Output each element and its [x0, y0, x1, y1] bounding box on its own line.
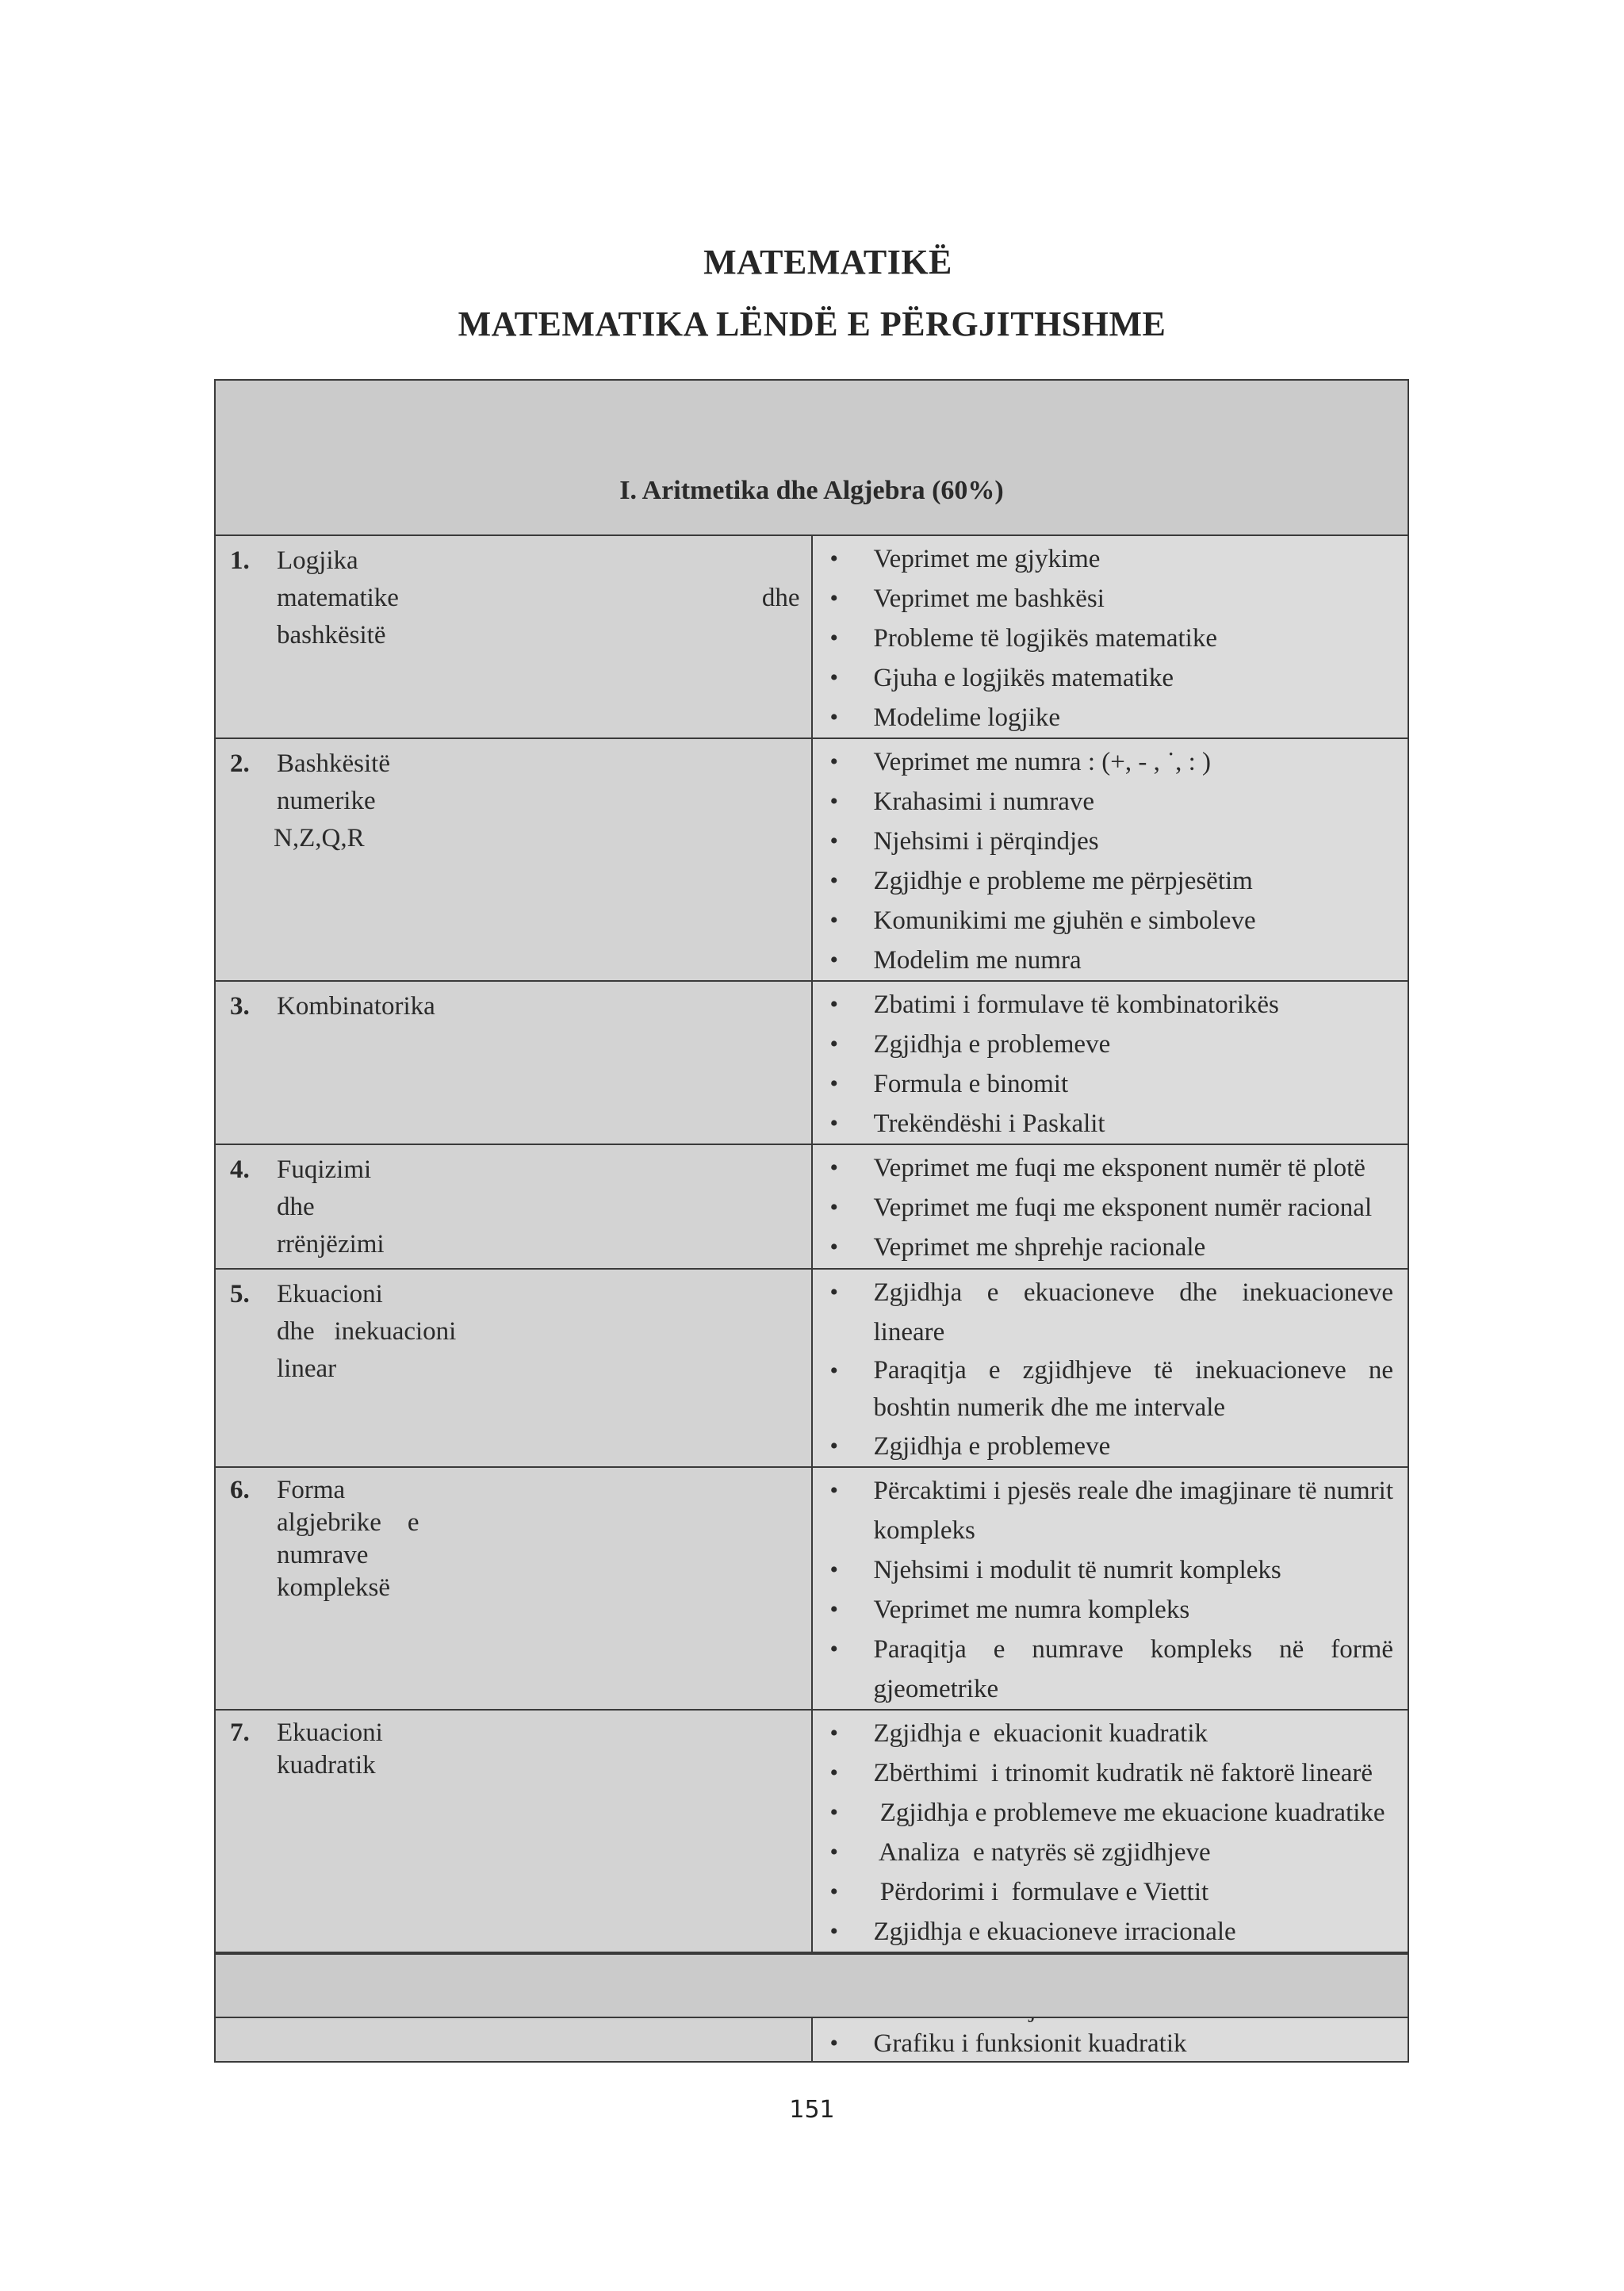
topic-number: 1.	[230, 546, 250, 575]
table-row	[215, 1710, 1408, 1952]
topic-label: N,Z,Q,R	[274, 824, 365, 852]
list-item: • Veprimet me numra : (+, - , ˙, : )	[813, 742, 1394, 782]
list-item: • Grafiku i funksionit kuadratik	[813, 2026, 1394, 2061]
table-row	[215, 1144, 1408, 1269]
items-cell	[812, 738, 1409, 981]
table-row	[215, 981, 1408, 1144]
list-item: • Njehsimi i përqindjes	[813, 822, 1394, 861]
list-item: • Veprimet me gjykime	[813, 539, 1394, 579]
list-item: • Probleme të logjikës matematike	[813, 619, 1394, 658]
list-item: • Formula e binomit	[813, 1064, 1394, 1104]
list-item: • Veprimet me fuqi me eksponent numër të plotë	[813, 1148, 1394, 1188]
topic-cell	[215, 1467, 812, 1710]
items-cell	[812, 1144, 1409, 1269]
table-row	[215, 1269, 1408, 1467]
empty-section-header	[214, 1953, 1409, 2018]
list-item: • Gjuha e logjikës matematike	[813, 658, 1394, 698]
list-item: • Zgjidhja e ekuacioneve irracionale	[813, 1912, 1394, 1952]
list-item: • Zgjidhja e problemeve me ekuacione kuadratike	[813, 1793, 1394, 1833]
list-item: • Paraqitja e zgjidhjeve të inekuacioneve ne boshtin numerik dhe me intervale	[813, 1352, 1394, 1427]
item-list	[813, 1270, 1408, 1466]
syllabus-table	[214, 379, 1409, 2063]
topic-label: Ekuacioni	[277, 1280, 383, 1308]
list-item: • Veprimet me numra kompleks	[813, 1590, 1394, 1630]
topic-number: 2.	[230, 749, 250, 778]
topic-label: matematike dhe	[277, 584, 800, 612]
table-header-row	[215, 380, 1408, 535]
list-item: • Trekëndëshi i Paskalit	[813, 1104, 1394, 1144]
list-item: • Zbërthimi i trinomit kudratik në faktorë linearë	[813, 1753, 1394, 1793]
topic-number: 6.	[230, 1476, 250, 1504]
table-row	[215, 535, 1408, 738]
list-item: • Veprimet me shprehje racionale	[813, 1228, 1394, 1267]
topic-label: Bashkësitë	[277, 749, 390, 778]
list-item: • Veprimet me bashkësi	[813, 579, 1394, 619]
topic-label: kuadratik	[277, 1751, 376, 1780]
list-item: • Komunikimi me gjuhën e simboleve	[813, 901, 1394, 941]
topic-label: kompleksë	[277, 1573, 390, 1602]
items-cell	[812, 1710, 1409, 1952]
item-list	[813, 1145, 1408, 1267]
topic-label: dhe	[277, 1193, 315, 1221]
item-list	[813, 1711, 1408, 1952]
list-item: • Zgjidhje e probleme me përpjesëtim	[813, 861, 1394, 901]
topic-cell	[215, 738, 812, 981]
section-heading: I. Aritmetika dhe Algjebra (60%)	[215, 380, 1408, 535]
topic-cell	[215, 981, 812, 1144]
topic-number: 4.	[230, 1155, 250, 1184]
list-item: • Zgjidhja e ekuacioneve dhe inekuacioneve lineare	[813, 1273, 1394, 1352]
item-list	[813, 536, 1408, 737]
topic-cell	[215, 535, 812, 738]
list-item: • Modelime logjike	[813, 698, 1394, 737]
list-item: • Paraqitja e numrave kompleks në formë gjeometrike	[813, 1630, 1394, 1709]
topic-number: 5.	[230, 1280, 250, 1308]
topic-label: dhe inekuacioni	[277, 1317, 457, 1346]
page-title: MATEMATIKË	[703, 243, 952, 282]
table-row	[215, 1467, 1408, 1710]
items-cell	[812, 1467, 1409, 1710]
topic-cell	[215, 1710, 812, 1952]
topic-label: rrënjëzimi	[277, 1230, 385, 1259]
topic-label: numrave	[277, 1541, 369, 1569]
item-list	[813, 739, 1408, 980]
list-item: • Zbatimi i formulave të kombinatorikës	[813, 985, 1394, 1025]
list-item: • Veprimet me fuqi me eksponent numër racional	[813, 1188, 1394, 1228]
topic-label: numerike	[277, 787, 376, 815]
list-item: • Përcaktimi i pjesës reale dhe imagjinare të numrit kompleks	[813, 1471, 1394, 1550]
page-number: 151	[789, 2096, 835, 2124]
list-item: • Modelim me numra	[813, 941, 1394, 980]
list-item: • Krahasimi i numrave	[813, 782, 1394, 822]
item-list	[813, 982, 1408, 1144]
list-item: • Përdorimi i formulave e Viettit	[813, 1872, 1394, 1912]
list-item: • Zgjidhja e problemeve	[813, 1427, 1394, 1466]
items-cell	[812, 535, 1409, 738]
topic-label: Forma	[277, 1476, 346, 1504]
topic-label: algjebrike e	[277, 1508, 419, 1537]
list-item: • Analiza e natyrës së zgjidhjeve	[813, 1833, 1394, 1872]
topic-cell	[215, 1144, 812, 1269]
topic-number: 3.	[230, 992, 250, 1021]
topic-label: Logjika	[277, 546, 358, 575]
item-list	[813, 1468, 1408, 1709]
table-row	[215, 738, 1408, 981]
list-item: • Zgjidhja e ekuacionit kuadratik	[813, 1714, 1394, 1753]
items-cell	[812, 981, 1409, 1144]
topic-cell	[215, 1269, 812, 1467]
topic-label: Ekuacioni	[277, 1718, 383, 1747]
topic-number: 7.	[230, 1718, 250, 1747]
topic-label: Fuqizimi	[277, 1155, 372, 1184]
topic-label: bashkësitë	[277, 621, 386, 649]
list-item: • Zgjidhja e problemeve	[813, 1025, 1394, 1064]
items-cell	[812, 1269, 1409, 1467]
topic-label: linear	[277, 1354, 337, 1383]
page-subtitle: MATEMATIKA LËNDË E PËRGJITHSHME	[458, 305, 1166, 343]
topic-label: Kombinatorika	[277, 992, 435, 1021]
list-item: • Njehsimi i modulit të numrit kompleks	[813, 1550, 1394, 1590]
